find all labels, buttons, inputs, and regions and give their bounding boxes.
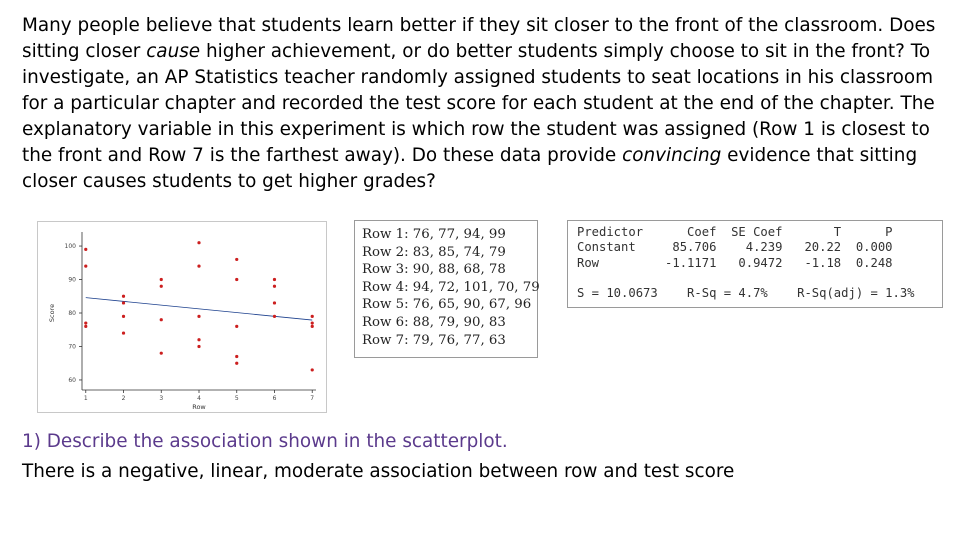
data-point: [122, 331, 125, 334]
data-point: [235, 362, 238, 365]
data-point: [273, 278, 276, 281]
data-point: [122, 295, 125, 298]
data-point: [197, 345, 200, 348]
data-point: [273, 315, 276, 318]
prompt-text-1: Many people believe that students learn better if they sit closer to the front of the classroom. Does sitting closer: [22, 15, 936, 62]
data-point: [197, 315, 200, 318]
data-point: [160, 285, 163, 288]
data-point: [197, 241, 200, 244]
data-point: [235, 258, 238, 261]
x-tick-label: 1: [83, 395, 88, 402]
x-tick-label: 4: [197, 395, 201, 402]
prompt-text-2: higher achievement, or do better students simply choose to sit in the front? To investigate, an AP Statistics teacher randomly assigned students to seat locations in his classroom for a particular chapter and recorded the test score for each student at the end of the chapter. The explanatory variable in this experiment is which row the student was assigned (Row 1 is closest to the front and Row 7 is the farthest away). Do these data provide: [22, 41, 935, 166]
regression-header: Predictor Coef SE Coef T P: [577, 225, 893, 239]
scatterplot: [37, 221, 327, 413]
x-tick-label: 5: [234, 395, 239, 402]
x-tick-label: 2: [121, 395, 126, 402]
data-point: [311, 325, 314, 328]
row-data-line: Row 5: 76, 65, 90, 67, 96: [362, 297, 532, 312]
y-tick-label: 100: [64, 243, 76, 251]
problem-statement: [22, 13, 952, 195]
question-1: 1) Describe the association shown in the scatterplot.: [22, 431, 508, 452]
emphasis-cause: cause: [146, 41, 201, 62]
data-point: [311, 368, 314, 371]
row-data-line: Row 3: 90, 88, 68, 78: [362, 262, 506, 277]
data-point: [311, 315, 314, 318]
emphasis-convincing: convincing: [622, 145, 722, 166]
y-axis-label: Score: [48, 303, 56, 323]
data-point: [235, 278, 238, 281]
prompt-text-3: evidence that sitting closer causes students to get higher grades?: [22, 145, 918, 192]
data-point: [160, 318, 163, 321]
x-tick-label: 6: [272, 395, 277, 402]
row-data-line: Row 7: 79, 76, 77, 63: [362, 333, 506, 348]
regression-summary: S = 10.0673 R-Sq = 4.7% R-Sq(adj) = 1.3%: [577, 286, 915, 300]
y-tick-label: 90: [68, 276, 76, 284]
data-point: [84, 321, 87, 324]
data-point: [122, 301, 125, 304]
data-point: [273, 285, 276, 288]
data-point: [84, 248, 87, 251]
scatterplot-svg: [38, 222, 326, 412]
data-point: [197, 338, 200, 341]
data-point: [84, 265, 87, 268]
regression-row-row: Row -1.1171 0.9472 -1.18 0.248: [577, 256, 893, 270]
regression-row-constant: Constant 85.706 4.239 20.22 0.000: [577, 240, 893, 254]
data-point: [122, 315, 125, 318]
answer-1: There is a negative, linear, moderate association between row and test score: [22, 461, 735, 482]
regression-output: [567, 220, 943, 308]
data-point: [311, 321, 314, 324]
y-tick-label: 70: [68, 343, 76, 351]
data-point: [84, 325, 87, 328]
row-data-line: Row 4: 94, 72, 101, 70, 79: [362, 280, 540, 295]
data-point: [273, 301, 276, 304]
data-point: [160, 352, 163, 355]
x-tick-label: 7: [310, 395, 315, 402]
row-data-line: Row 1: 76, 77, 94, 99: [362, 227, 506, 242]
row-data-table: [354, 220, 538, 358]
row-data-line: Row 6: 88, 79, 90, 83: [362, 315, 506, 330]
y-tick-label: 60: [68, 376, 76, 384]
data-point: [160, 278, 163, 281]
y-tick-label: 80: [68, 310, 76, 317]
data-point: [235, 355, 238, 358]
row-data-line: Row 2: 83, 85, 74, 79: [362, 245, 506, 260]
x-axis-label: Row: [192, 403, 206, 411]
data-point: [235, 325, 238, 328]
x-tick-label: 3: [159, 395, 164, 402]
data-point: [197, 265, 200, 268]
